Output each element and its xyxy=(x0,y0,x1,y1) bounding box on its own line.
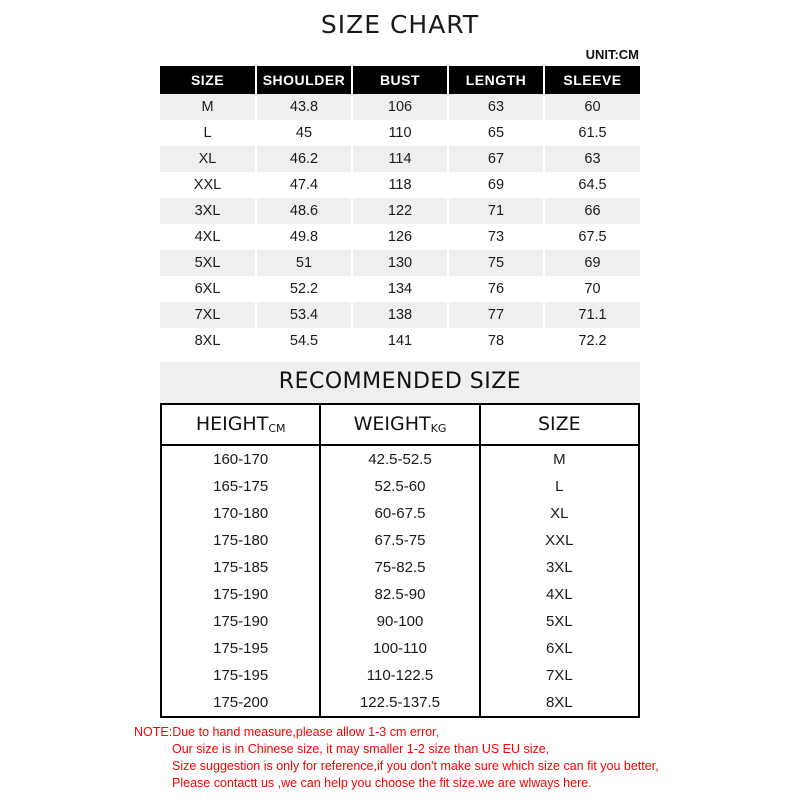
table-row xyxy=(161,500,639,527)
col-header-weight-main: WEIGHT xyxy=(353,413,431,435)
cell-size: L xyxy=(160,120,256,146)
cell-bust: 122 xyxy=(352,198,448,224)
cell-length: 69 xyxy=(448,172,544,198)
cell-height: 165-175 xyxy=(161,473,320,500)
cell-size: 6XL xyxy=(160,276,256,302)
table-row xyxy=(161,445,639,473)
cell-bust: 110 xyxy=(352,120,448,146)
cell-size: XXL xyxy=(160,172,256,198)
cell-shoulder: 49.8 xyxy=(256,224,352,250)
cell-sleeve: 66 xyxy=(544,198,640,224)
cell-height: 175-190 xyxy=(161,581,320,608)
note-line: Please contactt us ,we can help you choose the fit size.we are wlways here. xyxy=(172,776,592,790)
cell-height: 175-190 xyxy=(161,608,320,635)
cell-sleeve: 60 xyxy=(544,94,640,120)
cell-size: XL xyxy=(480,500,639,527)
cell-shoulder: 51 xyxy=(256,250,352,276)
cell-weight: 67.5-75 xyxy=(320,527,479,554)
cell-bust: 118 xyxy=(352,172,448,198)
cell-bust: 126 xyxy=(352,224,448,250)
cell-height: 170-180 xyxy=(161,500,320,527)
col-header-sleeve: SLEEVE xyxy=(544,66,640,94)
cell-height: 175-185 xyxy=(161,554,320,581)
cell-height: 160-170 xyxy=(161,445,320,473)
cell-sleeve: 61.5 xyxy=(544,120,640,146)
cell-length: 77 xyxy=(448,302,544,328)
cell-size: M xyxy=(480,445,639,473)
table-row xyxy=(161,635,639,662)
col-header-height xyxy=(161,404,320,445)
cell-size: XL xyxy=(160,146,256,172)
table-row xyxy=(160,120,640,146)
cell-weight: 42.5-52.5 xyxy=(320,445,479,473)
cell-shoulder: 47.4 xyxy=(256,172,352,198)
cell-shoulder: 45 xyxy=(256,120,352,146)
table-row xyxy=(161,689,639,717)
page-title: SIZE CHART xyxy=(320,10,480,39)
cell-bust: 138 xyxy=(352,302,448,328)
cell-size: M xyxy=(160,94,256,120)
notes-block xyxy=(126,724,674,792)
note-line: Our size is in Chinese size, it may smaller 1-2 size than US EU size, xyxy=(172,742,550,756)
note-line: NOTE:Due to hand measure,please allow 1-3 cm error, xyxy=(134,725,439,739)
cell-weight: 60-67.5 xyxy=(320,500,479,527)
cell-size: L xyxy=(480,473,639,500)
cell-shoulder: 54.5 xyxy=(256,328,352,354)
cell-size: 7XL xyxy=(480,662,639,689)
cell-weight: 75-82.5 xyxy=(320,554,479,581)
cell-sleeve: 71.1 xyxy=(544,302,640,328)
cell-sleeve: 63 xyxy=(544,146,640,172)
col-header-rec-size xyxy=(480,404,639,445)
cell-size: 4XL xyxy=(160,224,256,250)
cell-size: 3XL xyxy=(480,554,639,581)
table-row xyxy=(161,581,639,608)
table-row xyxy=(160,250,640,276)
table-row xyxy=(160,94,640,120)
cell-length: 75 xyxy=(448,250,544,276)
cell-shoulder: 43.8 xyxy=(256,94,352,120)
cell-size: 8XL xyxy=(480,689,639,717)
recommended-size-table xyxy=(160,403,640,718)
cell-size: 5XL xyxy=(480,608,639,635)
table-row xyxy=(160,172,640,198)
cell-size: 7XL xyxy=(160,302,256,328)
col-header-shoulder: SHOULDER xyxy=(256,66,352,94)
cell-weight: 122.5-137.5 xyxy=(320,689,479,717)
recommended-size-banner: RECOMMENDED SIZE xyxy=(160,362,640,403)
cell-weight: 82.5-90 xyxy=(320,581,479,608)
cell-length: 78 xyxy=(448,328,544,354)
table-row xyxy=(161,554,639,581)
cell-sleeve: 72.2 xyxy=(544,328,640,354)
cell-size: 8XL xyxy=(160,328,256,354)
col-header-bust: BUST xyxy=(352,66,448,94)
cell-size: 6XL xyxy=(480,635,639,662)
cell-bust: 130 xyxy=(352,250,448,276)
table-row xyxy=(160,276,640,302)
cell-shoulder: 53.4 xyxy=(256,302,352,328)
col-header-size: SIZE xyxy=(160,66,256,94)
table-row xyxy=(160,198,640,224)
cell-bust: 106 xyxy=(352,94,448,120)
table-row xyxy=(161,608,639,635)
cell-length: 63 xyxy=(448,94,544,120)
cell-size: XXL xyxy=(480,527,639,554)
size-measurement-table xyxy=(160,66,640,354)
table-row xyxy=(160,302,640,328)
col-header-weight-unit: KG xyxy=(430,422,447,435)
col-header-length: LENGTH xyxy=(448,66,544,94)
cell-height: 175-195 xyxy=(161,662,320,689)
cell-sleeve: 67.5 xyxy=(544,224,640,250)
cell-length: 71 xyxy=(448,198,544,224)
cell-bust: 141 xyxy=(352,328,448,354)
table-row xyxy=(160,224,640,250)
cell-shoulder: 52.2 xyxy=(256,276,352,302)
cell-shoulder: 48.6 xyxy=(256,198,352,224)
cell-sleeve: 69 xyxy=(544,250,640,276)
cell-size: 5XL xyxy=(160,250,256,276)
size-table-header-row xyxy=(160,66,640,94)
cell-height: 175-180 xyxy=(161,527,320,554)
table-row xyxy=(160,146,640,172)
table-row xyxy=(161,662,639,689)
cell-sleeve: 70 xyxy=(544,276,640,302)
cell-size: 3XL xyxy=(160,198,256,224)
cell-bust: 134 xyxy=(352,276,448,302)
cell-length: 65 xyxy=(448,120,544,146)
col-header-height-unit: CM xyxy=(268,422,286,435)
cell-bust: 114 xyxy=(352,146,448,172)
table-row xyxy=(160,328,640,354)
cell-length: 76 xyxy=(448,276,544,302)
cell-sleeve: 64.5 xyxy=(544,172,640,198)
col-header-weight xyxy=(320,404,479,445)
cell-length: 67 xyxy=(448,146,544,172)
cell-length: 73 xyxy=(448,224,544,250)
unit-label: UNIT:CM xyxy=(585,47,639,62)
cell-weight: 110-122.5 xyxy=(320,662,479,689)
table-row xyxy=(161,473,639,500)
cell-size: 4XL xyxy=(480,581,639,608)
cell-shoulder: 46.2 xyxy=(256,146,352,172)
cell-height: 175-200 xyxy=(161,689,320,717)
rec-table-header-row xyxy=(161,404,639,445)
cell-weight: 90-100 xyxy=(320,608,479,635)
col-header-rec-size-main: SIZE xyxy=(537,413,581,435)
cell-weight: 100-110 xyxy=(320,635,479,662)
table-row xyxy=(161,527,639,554)
col-header-height-main: HEIGHT xyxy=(195,413,269,435)
note-line: Size suggestion is only for reference,if you don't make sure which size can fit you better, xyxy=(172,759,659,773)
cell-height: 175-195 xyxy=(161,635,320,662)
cell-weight: 52.5-60 xyxy=(320,473,479,500)
